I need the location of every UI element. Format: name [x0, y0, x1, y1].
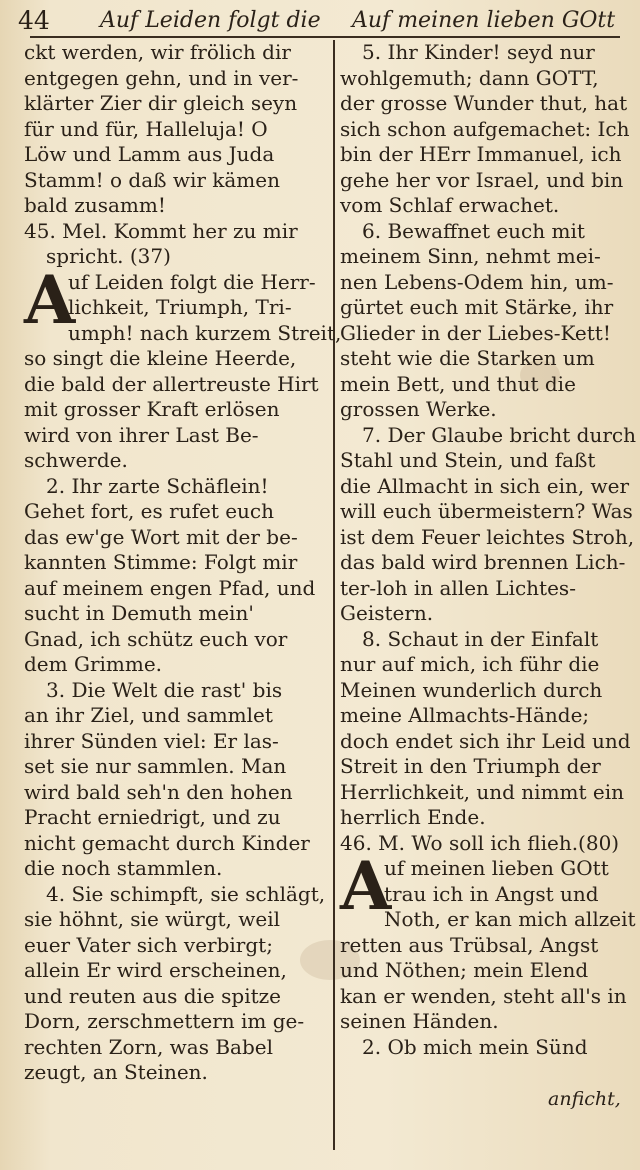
text-line: und reuten aus die spitze — [24, 983, 282, 1008]
text-line: die Allmacht in sich ein, wer — [340, 473, 630, 498]
text-line: Löw und Lamm aus Juda — [24, 142, 275, 166]
text-line: wird bald seh'n den hohen — [24, 779, 293, 804]
text-line: mein Bett, und thut die — [340, 371, 576, 396]
text-line: wird von ihrer Last Be- — [24, 422, 259, 447]
text-line: 46. M. Wo soll ich flieh.(80) — [340, 830, 620, 855]
text-line: ter-loh in allen Lichtes- — [340, 575, 576, 600]
text-line: die noch stammlen. — [24, 856, 223, 880]
text-line: uf meinen lieben GOtt — [384, 856, 609, 880]
column-divider — [333, 40, 335, 1150]
text-line: schwerde. — [24, 448, 128, 472]
running-head-right: Auf meinen lieben GOtt — [352, 8, 616, 33]
text-line: doch endet sich ihr Leid und — [340, 728, 631, 753]
text-line: grossen Werke. — [340, 397, 497, 421]
text-line: Stamm! o daß wir kämen — [24, 167, 280, 192]
text-line: nicht gemacht durch Kinder — [24, 830, 310, 855]
text-line: kan er wenden, steht all's in — [340, 983, 627, 1008]
text-line: für und für, Halleluja! O — [24, 116, 268, 141]
text-line: mit grosser Kraft erlösen — [24, 397, 280, 421]
text-line: Herrlichkeit, und nimmt ein — [340, 779, 625, 804]
text-line: 3. Die Welt die rast' bis — [46, 677, 283, 702]
text-line: herrlich Ende. — [340, 805, 486, 829]
text-line: 45. Mel. Kommt her zu mir — [24, 218, 298, 243]
left-column — [24, 40, 342, 1086]
text-line: sie höhnt, sie würgt, weil — [24, 907, 281, 931]
text-line: Stahl und Stein, und faßt — [340, 448, 596, 472]
text-line: ist dem Feuer leichtes Stroh, — [340, 524, 635, 549]
text-line: 8. Schaut in der Einfalt — [362, 626, 599, 651]
text-line: uf Leiden folgt die Herr- — [68, 269, 316, 294]
text-line: Dorn, zerschmettern im ge- — [24, 1009, 305, 1033]
header-rule — [30, 36, 620, 38]
text-line: meinem Sinn, nehmt mei- — [340, 244, 601, 268]
text-line: Gehet fort, es rufet euch — [24, 499, 275, 523]
text-line: wohlgemuth; dann GOTT, — [340, 65, 599, 90]
text-line: will euch übermeistern? Was — [340, 499, 633, 523]
text-line: lichkeit, Triumph, Tri- — [68, 295, 292, 319]
text-line: 7. Der Glaube bricht durch — [362, 422, 636, 447]
text-line: vom Schlaf erwachet. — [340, 193, 560, 217]
text-line: Noth, er kan mich allzeit — [384, 907, 636, 931]
text-line: 4. Sie schimpft, sie schlägt, — [46, 881, 326, 906]
text-line: rechten Zorn, was Babel — [24, 1034, 274, 1059]
text-line: 2. Ihr zarte Schäflein! — [46, 473, 269, 498]
text-line: euer Vater sich verbirgt; — [24, 932, 273, 957]
text-line: Meinen wunderlich durch — [340, 677, 603, 702]
text-line: Pracht erniedrigt, und zu — [24, 805, 281, 829]
text-line: nen Lebens-Odem hin, um- — [340, 269, 614, 294]
right-column — [340, 40, 636, 1060]
text-line: ihrer Sünden viel: Er las- — [24, 728, 279, 753]
text-line: steht wie die Starken um — [340, 346, 595, 370]
text-line: der grosse Wunder thut, hat — [340, 91, 628, 115]
text-line: so singt die kleine Heerde, — [24, 346, 297, 370]
text-line: 6. Bewaffnet euch mit — [362, 218, 585, 243]
text-line: gürtet euch mit Stärke, ihr — [340, 295, 614, 319]
text-line: Geistern. — [340, 601, 434, 625]
drop-cap: A — [340, 847, 392, 925]
page-header — [0, 4, 640, 38]
text-line: bald zusamm! — [24, 193, 166, 217]
text-line: bin der HErr Immanuel, ich — [340, 142, 622, 166]
text-line: entgegen gehn, und in ver- — [24, 65, 299, 90]
text-line: kannten Stimme: Folgt mir — [24, 550, 298, 574]
text-line: ckt werden, wir frölich dir — [24, 40, 291, 64]
text-line: Streit in den Triumph der — [340, 754, 601, 778]
text-line: trau ich in Angst und — [384, 881, 599, 906]
text-line: dem Grimme. — [24, 652, 163, 676]
text-line: 2. Ob mich mein Sünd — [362, 1034, 588, 1059]
running-head-left: Auf Leiden folgt die — [100, 8, 321, 33]
text-line: das bald wird brennen Lich- — [340, 550, 626, 574]
text-line: retten aus Trübsal, Angst — [340, 932, 599, 957]
text-line: auf meinem engen Pfad, und — [24, 575, 316, 600]
text-line: sucht in Demuth mein' — [24, 601, 254, 625]
text-line: und Nöthen; mein Elend — [340, 958, 589, 982]
text-line: an ihr Ziel, und sammlet — [24, 703, 273, 727]
text-line: Glieder in der Liebes-Kett! — [340, 320, 611, 345]
text-line: Gnad, ich schütz euch vor — [24, 626, 288, 651]
text-line: allein Er wird erscheinen, — [24, 958, 287, 982]
text-line: klärter Zier dir gleich seyn — [24, 91, 298, 115]
text-line: zeugt, an Steinen. — [24, 1060, 208, 1084]
text-line: nur auf mich, ich führ die — [340, 652, 600, 676]
text-line: die bald der allertreuste Hirt — [24, 371, 319, 396]
text-line: seinen Händen. — [340, 1009, 499, 1033]
text-line: gehe her vor Israel, und bin — [340, 167, 624, 192]
text-line: das ew'ge Wort mit der be- — [24, 524, 298, 549]
text-line: meine Allmachts-Hände; — [340, 703, 590, 727]
text-line: set sie nur sammlen. Man — [24, 754, 287, 778]
page-number: 44 — [18, 6, 50, 35]
text-line: 5. Ihr Kinder! seyd nur — [362, 40, 595, 64]
text-line: umph! nach kurzem Streit, — [68, 320, 342, 345]
catchword: anficht, — [548, 1088, 621, 1110]
drop-cap: A — [24, 260, 76, 339]
text-line: sich schon aufgemachet: Ich — [340, 116, 630, 141]
text-line: spricht. (37) — [46, 244, 171, 268]
